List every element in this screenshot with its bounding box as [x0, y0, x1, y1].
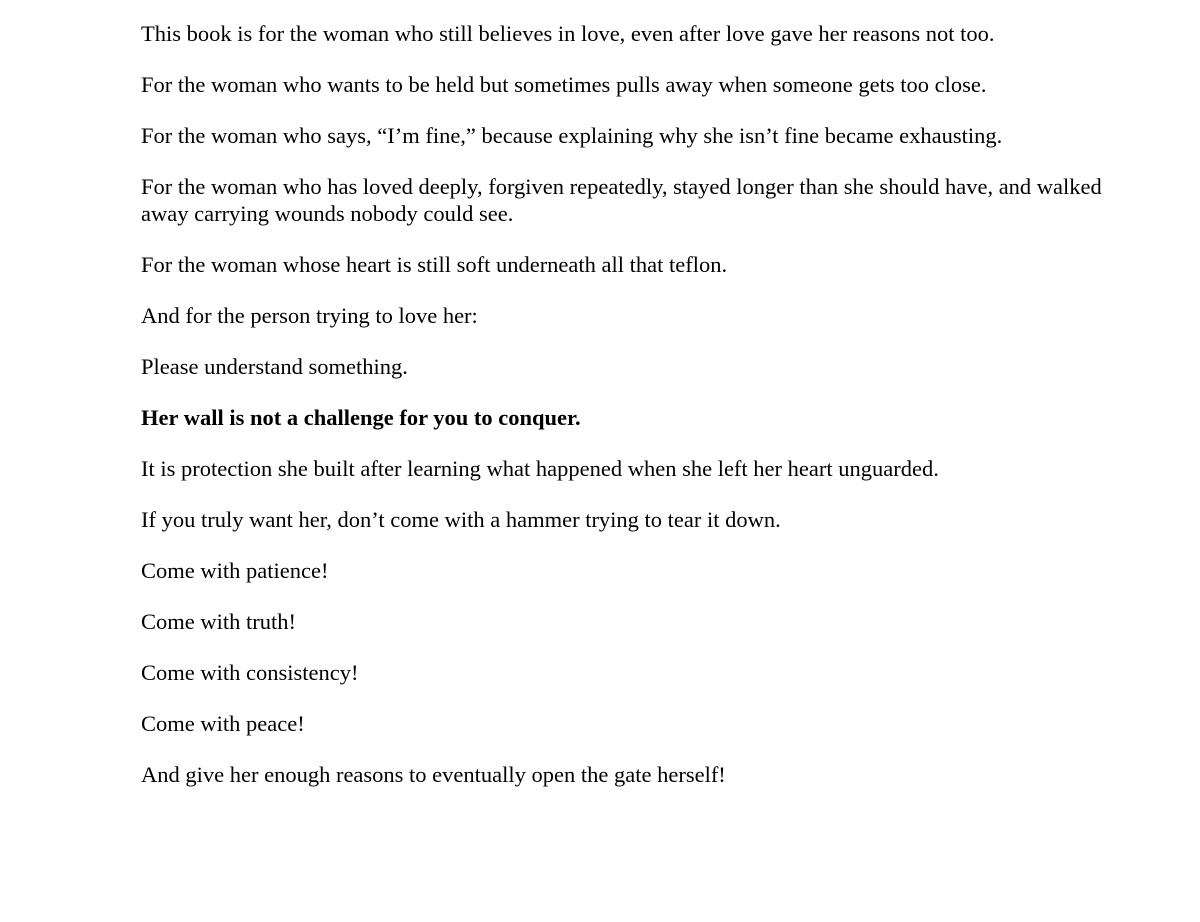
paragraph-soft-heart: For the woman whose heart is still soft underneath all that teflon. — [141, 252, 728, 277]
paragraph-wall-emphasis: Her wall is not a challenge for you to conquer. — [141, 405, 581, 430]
paragraph-protection: It is protection she built after learning what happened when she left her heart unguarded. — [141, 456, 939, 481]
paragraph-understand: Please understand something. — [141, 354, 408, 379]
paragraph-fine: For the woman who says, “I’m fine,” because explaining why she isn’t fine became exhausting. — [141, 123, 1003, 148]
paragraph-hammer: If you truly want her, don’t come with a hammer trying to tear it down. — [141, 507, 781, 532]
paragraph-consistency: Come with consistency! — [141, 660, 359, 685]
document-body — [141, 20, 1141, 812]
paragraph-dedication: This book is for the woman who still believes in love, even after love gave her reasons not too. — [141, 21, 995, 46]
paragraph-truth: Come with truth! — [141, 609, 296, 634]
paragraph-person-loving: And for the person trying to love her: — [141, 303, 478, 328]
paragraph-loved-deeply: For the woman who has loved deeply, forgiven repeatedly, stayed longer than she should have, and walked away carrying wounds nobody could see. — [141, 174, 1102, 226]
paragraph-patience: Come with patience! — [141, 558, 329, 583]
paragraph-open-gate: And give her enough reasons to eventually open the gate herself! — [141, 762, 726, 787]
paragraph-peace: Come with peace! — [141, 711, 305, 736]
paragraph-held: For the woman who wants to be held but sometimes pulls away when someone gets too close. — [141, 72, 987, 97]
